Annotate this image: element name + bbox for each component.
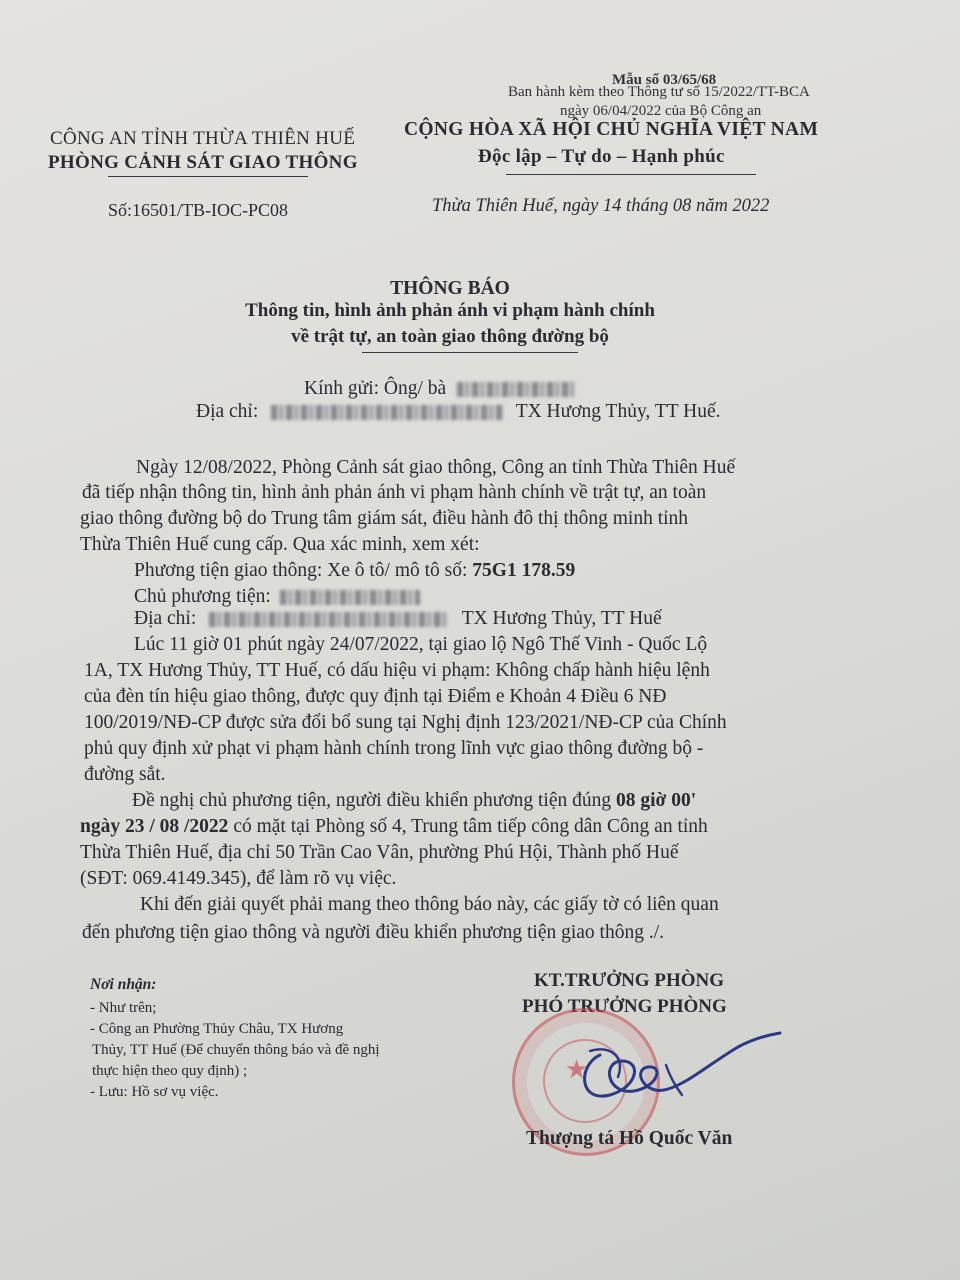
notice-subtitle-line2: về trật tự, an toàn giao thông đường bộ <box>291 326 609 347</box>
motto-underline <box>506 174 756 175</box>
owner-address-tail: TX Hương Thủy, TT Huế <box>461 608 662 629</box>
form-issued-line2: ngày 06/04/2022 của Bộ Công an <box>560 103 762 119</box>
p2-line3: của đèn tín hiệu giao thông, được quy định tại Điểm e Khoản 4 Điều 6 NĐ <box>84 686 667 707</box>
title-underline <box>362 352 578 353</box>
redacted-address <box>271 405 503 420</box>
p3-line3: Thừa Thiên Huế, địa chỉ 50 Trần Cao Vân, phường Phú Hội, Thành phố Huế <box>80 842 679 863</box>
p2-line2: 1A, TX Hương Thủy, TT Huế, có dấu hiệu vi phạm: Không chấp hành hiệu lệnh <box>84 660 710 681</box>
appointment-time: 08 giờ 00' <box>616 790 697 811</box>
seal-star-icon: ★ <box>565 1055 589 1084</box>
p3-line1 <box>132 788 696 815</box>
recipients-line5: - Lưu: Hồ sơ vụ việc. <box>90 1084 219 1100</box>
p3-line1-text: Đề nghị chủ phương tiện, người điều khiển phương tiện đúng <box>132 790 612 811</box>
redacted-owner <box>280 590 420 605</box>
form-issued-line1: Ban hành kèm theo Thông tư số 15/2022/TT-BCA <box>508 84 810 100</box>
recipients-line2: - Công an Phường Thủy Châu, TX Hương <box>90 1021 344 1037</box>
greeting-label: Kính gửi: Ông/ bà <box>304 378 447 399</box>
signer-role-deputy: PHÓ TRƯỞNG PHÒNG <box>522 996 727 1017</box>
handwritten-signature <box>548 1025 788 1115</box>
signer-name: Thượng tá Hồ Quốc Văn <box>526 1128 733 1149</box>
recipients-line3: Thủy, TT Huế (Để chuyển thông báo và đề nghị <box>92 1042 380 1058</box>
redacted-owner-address <box>209 612 449 627</box>
place-date: Thừa Thiên Huế, ngày 14 tháng 08 năm 2022 <box>432 196 770 216</box>
p3-line4: (SĐT: 069.4149.345), để làm rõ vụ việc. <box>80 868 397 889</box>
agency-underline <box>108 176 308 177</box>
p4-line2: đến phương tiện giao thông và người điều khiển phương tiện giao thông ./. <box>82 922 665 943</box>
nation-name: CỘNG HÒA XÃ HỘI CHỦ NGHĨA VIỆT NAM <box>404 119 819 140</box>
p1-line1: Ngày 12/08/2022, Phòng Cảnh sát giao thông, Công an tỉnh Thừa Thiên Huế <box>136 457 736 478</box>
p2-line1: Lúc 11 giờ 01 phút ngày 24/07/2022, tại giao lộ Ngô Thế Vinh - Quốc Lộ <box>134 634 708 655</box>
p4-line1: Khi đến giải quyết phải mang theo thông báo này, các giấy tờ có liên quan <box>140 894 719 915</box>
notice-subtitle-line1: Thông tin, hình ảnh phản ánh vi phạm hành chính <box>245 300 655 321</box>
recipients-line1: - Như trên; <box>90 1000 157 1016</box>
redacted-name <box>457 382 575 397</box>
owner-label: Chủ phương tiện: <box>134 586 271 607</box>
p1-line4: Thừa Thiên Huế cung cấp. Qua xác minh, xem xét: <box>80 534 480 555</box>
vehicle-line <box>134 558 575 585</box>
vehicle-label: Phương tiện giao thông: Xe ô tô/ mô tô số: <box>134 560 468 581</box>
notice-title: THÔNG BÁO <box>390 278 510 299</box>
recipient-address <box>196 399 721 426</box>
recipient-address-label: Địa chỉ: <box>196 401 259 422</box>
owner-address-line <box>134 606 662 633</box>
agency-name: PHÒNG CẢNH SÁT GIAO THÔNG <box>48 152 358 173</box>
signer-role-main: KT.TRƯỞNG PHÒNG <box>534 970 724 991</box>
p2-line5: phủ quy định xử phạt vi phạm hành chính trong lĩnh vực giao thông đường bộ - <box>84 738 704 759</box>
p1-line3: giao thông đường bộ do Trung tâm giám sát, điều hành đô thị thông minh tỉnh <box>80 508 689 529</box>
recipient-address-tail: TX Hương Thủy, TT Huế. <box>515 401 721 422</box>
recipients-title: Nơi nhận: <box>90 976 157 993</box>
p2-line4: 100/2019/NĐ-CP được sửa đổi bổ sung tại Nghị định 123/2021/NĐ-CP của Chính <box>84 712 727 733</box>
form-code: Mẫu số 03/65/68 <box>612 72 717 88</box>
p3-line2-text: có mặt tại Phòng số 4, Trung tâm tiếp công dân Công an tỉnh <box>233 816 708 837</box>
document-number: Số:16501/TB-IOC-PC08 <box>108 200 289 220</box>
p1-line2: đã tiếp nhận thông tin, hình ảnh phản ánh vi phạm hành chính về trật tự, an toàn <box>82 482 707 503</box>
agency-parent: CÔNG AN TỈNH THỪA THIÊN HUẾ <box>50 128 356 149</box>
nation-motto: Độc lập – Tự do – Hạnh phúc <box>478 146 725 167</box>
plate-number: 75G1 178.59 <box>472 560 576 581</box>
p3-line2 <box>80 814 708 841</box>
p2-line6: đường sắt. <box>84 764 166 785</box>
recipients-line4: thực hiện theo quy định) ; <box>92 1063 248 1079</box>
owner-address-label: Địa chỉ: <box>134 608 197 629</box>
appointment-date: ngày 23 / 08 /2022 <box>80 816 229 837</box>
